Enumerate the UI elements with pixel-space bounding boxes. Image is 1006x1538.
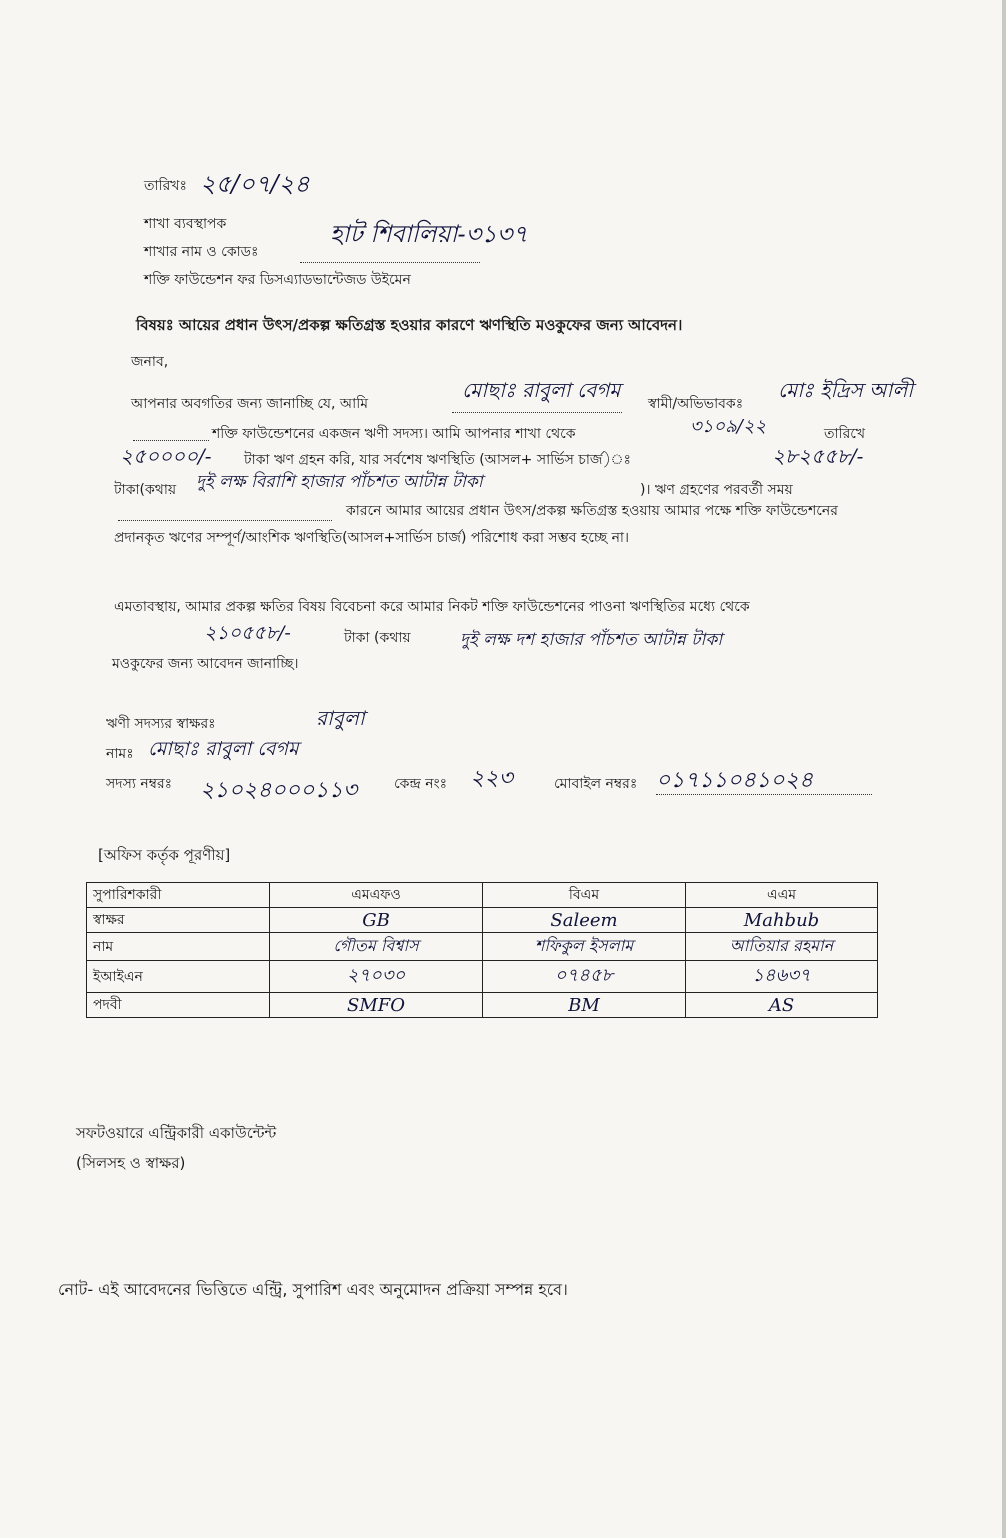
table-header: এমএফও xyxy=(270,883,483,908)
balance-words-handwritten: দুই লক্ষ বিরাশি হাজার পাঁচশত আটান্ন টাকা xyxy=(196,472,483,492)
waive-amount-handwritten: ২১০৫৫৮/- xyxy=(204,622,291,644)
member-number-label: সদস্য নম্বরঃ xyxy=(106,776,173,792)
table-cell: ১৪৬৩৭ xyxy=(686,961,878,993)
guardian-dotted-line xyxy=(133,440,209,441)
guardian-name-handwritten: মোঃ ইদ্রিস আলী xyxy=(778,378,913,402)
mobile-number-value: ০১৭১১০৪১০২৪ xyxy=(656,768,814,793)
member-signature: রাবুলা xyxy=(316,706,365,730)
member-number-value: ২১০২৪০০০১১৩ xyxy=(200,778,358,803)
table-cell: AS xyxy=(686,993,878,1018)
recipient-line: শাখা ব্যবস্থাপক xyxy=(144,216,227,232)
row-label: নাম xyxy=(87,933,270,961)
table-cell: শফিকুল ইসলাম xyxy=(483,933,686,961)
body-text-1a: আপনার অবগতির জন্য জানাচ্ছি যে, আমি xyxy=(131,396,369,412)
branch-label: শাখার নাম ও কোডঃ xyxy=(144,244,259,260)
member-name-handwritten: মোছাঃ রাবুলা বেগম xyxy=(462,378,621,402)
body-text-1f: টাকা(কথায় xyxy=(114,482,177,498)
table-cell: BM xyxy=(483,993,686,1018)
center-number-value: ২২৩ xyxy=(470,766,513,791)
table-cell: SMFO xyxy=(270,993,483,1018)
body-text-2c-text: মওকুফের জন্য আবেদন জানাচ্ছি। xyxy=(112,656,299,672)
center-number-label: কেন্দ্র নংঃ xyxy=(394,776,448,792)
table-cell: আতিয়ার রহমান xyxy=(686,933,878,961)
table-cell: ২৭০৩০ xyxy=(270,961,483,993)
row-label: পদবী xyxy=(87,993,270,1018)
body-text-1d: তারিখে xyxy=(824,426,866,442)
office-table xyxy=(86,882,878,1018)
table-cell: GB xyxy=(270,908,483,933)
member-sign-label: ঋণী সদস্যর স্বাক্ষরঃ xyxy=(106,716,216,732)
table-header: বিএম xyxy=(483,883,686,908)
loan-date-handwritten: ৩১০৯/২২ xyxy=(690,416,767,437)
table-header-row xyxy=(87,883,878,908)
table-row xyxy=(87,908,878,933)
mobile-dotted-line xyxy=(656,794,872,795)
row-label: স্বাক্ষর xyxy=(87,908,270,933)
member-name-label: নামঃ xyxy=(106,746,134,762)
body-text-2c xyxy=(112,656,872,673)
body-text-1c: শক্তি ফাউন্ডেশনের একজন ঋণী সদস্য। আমি আপনার শাখা থেকে xyxy=(212,426,576,442)
body-text-2b: টাকা (কথায় xyxy=(344,630,411,646)
branch-dotted-line xyxy=(300,262,480,263)
date-value: ২৫/০৭/২৪ xyxy=(200,170,310,198)
table-row xyxy=(87,961,878,993)
row-label: ইআইএন xyxy=(87,961,270,993)
salutation: জনাব, xyxy=(131,354,169,370)
table-row xyxy=(87,993,878,1018)
table-row xyxy=(87,933,878,961)
body-text-2a xyxy=(114,594,886,621)
body-text-1b: স্বামী/অভিভাবকঃ xyxy=(648,396,744,412)
office-heading: [অফিস কর্তৃক পূরণীয়] xyxy=(98,846,231,864)
page-edge xyxy=(1002,0,1006,1538)
member-name-value: মোছাঃ রাবুলা বেগম xyxy=(148,738,299,760)
waive-words-handwritten: দুই লক্ষ দশ হাজার পাঁচশত আটান্ন টাকা xyxy=(460,630,723,650)
table-cell: গৌতম বিশ্বাস xyxy=(270,933,483,961)
mobile-number-label: মোবাইল নম্বরঃ xyxy=(554,776,638,792)
loan-amount-handwritten: ২৫০০০০/- xyxy=(120,444,212,468)
footer-note: নোট- এই আবেদনের ভিত্তিতে এন্ট্রি, সুপারিশ এবং অনুমোদন প্রক্রিয়া সম্পন্ন হবে। xyxy=(58,1280,568,1299)
table-cell: ০৭৪৫৮ xyxy=(483,961,686,993)
body-text-1e: টাকা ঋণ গ্রহন করি, যার সর্বশেষ ঋণস্থিতি (আসল+ সার্ভিস চার্জ)ঃ xyxy=(244,452,632,468)
body-text-1h: কারনে আমার আয়ের প্রধান উৎস/প্রকল্প ক্ষতিগ্রস্ত হওয়ায় আমার পক্ষে শক্তি ফাউন্ডেশনের প্রদানকৃত ঋণের সম্পূর্ণ/আংশিক ঋণস্থিতি(আসল+সার্ভিস চার্জ) পরিশোধ করা সম্ভব হচ্ছে না। xyxy=(114,503,838,546)
body-text-2a-text: এমতাবস্থায়, আমার প্রকল্প ক্ষতির বিষয় বিবেচনা করে আমার নিকট শক্তি ফাউন্ডেশনের পাওনা ঋণস্থিতির মধ্যে থেকে xyxy=(114,599,750,615)
accountant-line-2: (সিলসহ ও স্বাক্ষর) xyxy=(76,1154,186,1172)
subject-line: বিষয়ঃ আয়ের প্রধান উৎস/প্রকল্প ক্ষতিগ্রস্ত হওয়ার কারণে ঋণস্থিতি মওকুফের জন্য আবেদন। xyxy=(136,316,683,334)
table-header: এএম xyxy=(686,883,878,908)
balance-handwritten: ২৮২৫৫৮/- xyxy=(772,444,864,468)
body-text-1g: )। ঋণ গ্রহণের পরবর্তী সময় xyxy=(640,482,793,498)
table-cell: Mahbub xyxy=(686,908,878,933)
branch-value: হাট শিবালিয়া-৩১৩৭ xyxy=(330,220,529,248)
table-cell: Saleem xyxy=(483,908,686,933)
member-name-dotted-line xyxy=(452,412,622,413)
table-header: সুপারিশকারী xyxy=(87,883,270,908)
organization-line: শক্তি ফাউন্ডেশন ফর ডিসএ্যাডভান্টেজড উইমেন xyxy=(144,272,411,288)
accountant-line-1: সফটওয়ারে এন্ট্রিকারী একাউন্টেন্ট xyxy=(76,1124,277,1142)
date-label: তারিখঃ xyxy=(144,178,187,194)
